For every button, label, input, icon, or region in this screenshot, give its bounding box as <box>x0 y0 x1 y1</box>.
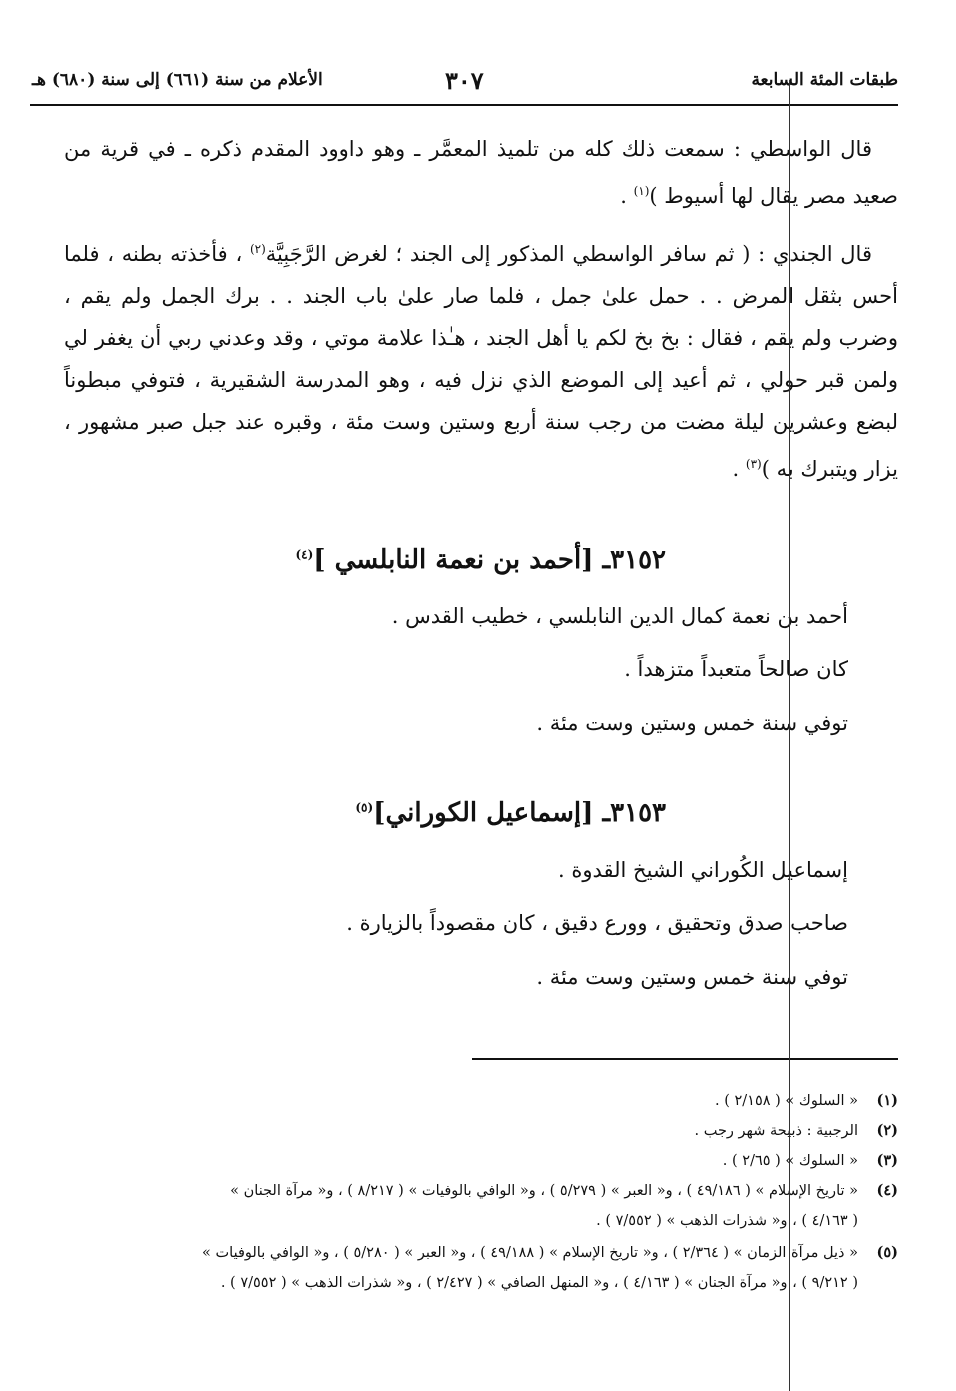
footnote-ref[interactable]: (١) <box>633 184 650 198</box>
footnote-ref[interactable]: (٢) <box>249 242 266 256</box>
entry-title-text: ٣١٥٢ـ [أحمد بن نعمة النابلسي ] <box>313 545 666 575</box>
footnote-ref[interactable]: (٣) <box>745 457 762 471</box>
footnote-rule <box>472 1058 898 1060</box>
entry-line: أحمد بن نعمة كمال الدين النابلسي ، خطيب القدس . <box>391 604 848 628</box>
footnote-number: (١) <box>876 1092 898 1109</box>
footnote-number: (٢) <box>876 1122 898 1139</box>
footnote-number: (٤) <box>876 1182 898 1199</box>
header-rule <box>30 104 898 106</box>
footnote <box>58 1176 898 1236</box>
running-header-left: الأعلام من سنة (٦٦١) إلى سنة (٦٨٠) هـ <box>32 70 323 90</box>
running-header-right: طبقات المئة السابعة <box>751 70 898 90</box>
entry-line: كان صالحاً متعبداً متزهداً . <box>624 657 848 681</box>
paragraph-jundi <box>64 228 898 490</box>
footnote-text: « تاريخ الإسلام » ( ٤٩/١٨٦ ) ، و« العبر » ( ٥/٢٧٩ ) ، و« الوافي بالوفيات » ( ٨/٢١٧ ) ، و« مرآة الجنان » <box>230 1183 858 1199</box>
footnote-ref[interactable]: (٥) <box>355 800 374 815</box>
paragraph-end: . <box>732 457 746 481</box>
entry-title-text: ٣١٥٣ـ [إسماعيل الكوراني] <box>373 798 666 828</box>
entry-title <box>295 545 666 575</box>
footnote <box>58 1238 898 1298</box>
footnote-ref[interactable]: (٤) <box>295 547 314 562</box>
paragraph-wasiti <box>64 128 898 217</box>
scan-fold-line <box>789 80 790 1391</box>
footnote <box>58 1146 898 1176</box>
footnote <box>58 1116 898 1146</box>
footnote <box>58 1086 898 1116</box>
footnote-text: « السلوك » ( ٢/٦٥ ) . <box>722 1153 858 1169</box>
paragraph-text: قال الجندي : ( ثم سافر الواسطي المذكور إلى الجند ؛ لغرض الرَّجَبِيَّة <box>265 242 872 266</box>
footnote-number: (٣) <box>876 1152 898 1169</box>
footnote-text: « السلوك » ( ٢/١٥٨ ) . <box>715 1093 858 1109</box>
paragraph-text: ، فأخذته بطنه ، فلما أحس بثقل المرض . . حمل علىٰ جمل ، فلما صار علىٰ باب الجند . . برك الجمل ولم يقم ، وضرب ولم يقم ، فقال : بخ بخ لكم يا أهل الجند ، هـٰذا علامة موتي ، وقد وعدني ربي أن يغفر لي ولمن قبر حولي ، ثم أعيد إلى الموضع الذي نزل فيه ، وهو المدرسة الشقيرية ، فتوفي مبطوناً لبضع وعشرين ليلة مضت من رجب سنة أربع وستين وست مئة ، وقبره عند جبل صبر مشهور ، يزار ويتبرك به ) <box>64 242 898 481</box>
page-number: ٣٠٧ <box>445 66 484 95</box>
entry-line: توفي سنة خمس وستين وست مئة . <box>536 965 848 989</box>
footnote-text: « ذيل مرآة الزمان » ( ٢/٣٦٤ ) ، و« تاريخ الإسلام » ( ٤٩/١٨٨ ) ، و« العبر » ( ٥/٢٨٠ ) ، و« الوافي بالوفيات » <box>202 1245 858 1261</box>
footnote-number: (٥) <box>876 1244 898 1261</box>
entry-line: إسماعيل الكُوراني الشيخ القدوة . <box>557 858 848 882</box>
entry-title <box>355 798 666 828</box>
footnote-continuation: ( ٤/١٦٣ ) ، و« شذرات الذهب » ( ٧/٥٥٢ ) . <box>596 1213 858 1229</box>
footnote-continuation: ( ٩/٢١٢ ) ، و« مرآة الجنان » ( ٤/١٦٣ ) ، و« المنهل الصافي » ( ٢/٤٢٧ ) ، و« شذرات الذهب » ( ٧/٥٥٢ ) . <box>220 1275 858 1291</box>
footnote-text: الرجبية : ذبيحة شهر رجب . <box>694 1123 858 1139</box>
entry-line: توفي سنة خمس وستين وست مئة . <box>536 711 848 735</box>
paragraph-end: . <box>620 184 634 208</box>
paragraph-text: قال الواسطي : سمعت ذلك كله من تلميذ المعمَّر ـ وهو داوود المقدم ذكره ـ في قرية من صعيد مصر يقال لها أسيوط ) <box>64 137 898 208</box>
entry-line: صاحب صدق وتحقيق ، وورع دقيق ، كان مقصوداً بالزيارة . <box>346 911 848 935</box>
